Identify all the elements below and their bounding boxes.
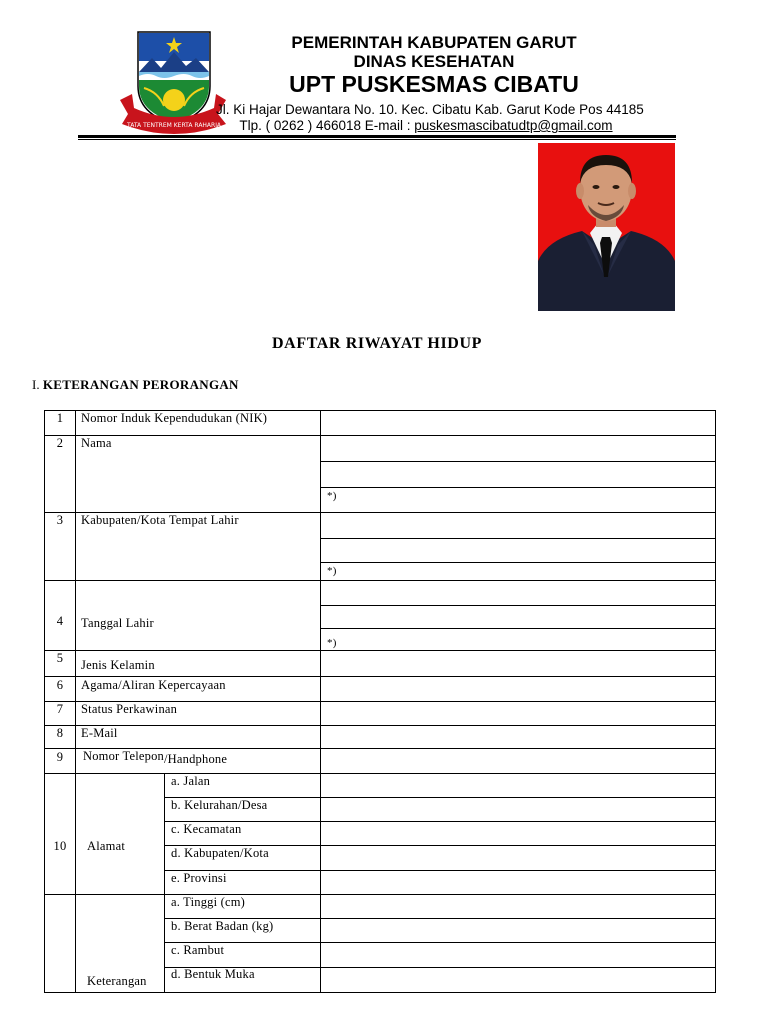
letterhead-email-link[interactable]: puskesmascibatudtp@gmail.com bbox=[414, 118, 613, 133]
status-perkawinan-field[interactable] bbox=[322, 703, 714, 725]
applicant-photo bbox=[538, 143, 675, 311]
nik-field[interactable] bbox=[322, 412, 714, 434]
label-email: E-Mail bbox=[81, 726, 118, 740]
label-nik: Nomor Induk Kependudukan (NIK) bbox=[81, 411, 268, 425]
kelurahan-field[interactable] bbox=[322, 799, 714, 821]
berat-badan-field[interactable] bbox=[322, 920, 714, 942]
telepon-field[interactable] bbox=[322, 750, 714, 772]
document-title: DAFTAR RIWAYAT HIDUP bbox=[272, 335, 482, 352]
letterhead-institution: UPT PUSKESMAS CIBATU bbox=[289, 71, 579, 97]
row-number: 2 bbox=[56, 436, 64, 450]
sub-label-rambut: c. Rambut bbox=[171, 943, 225, 957]
letterhead-department: DINAS KESEHATAN bbox=[353, 52, 515, 71]
sub-label-kecamatan: c. Kecamatan bbox=[171, 822, 242, 836]
row-number: 8 bbox=[56, 726, 64, 740]
row-number: 4 bbox=[56, 614, 64, 628]
note-asterisk: *) bbox=[327, 637, 337, 649]
note-asterisk: *) bbox=[327, 490, 337, 502]
letterhead-phone: Tlp. ( 0262 ) 466018 E-mail : bbox=[239, 118, 415, 133]
rambut-field[interactable] bbox=[322, 944, 714, 966]
sub-label-tinggi: a. Tinggi (cm) bbox=[171, 895, 245, 909]
section-title: KETERANGAN PERORANGAN bbox=[42, 377, 239, 392]
logo-ribbon-text: TATA TENTREM KERTA RAHARJA bbox=[127, 122, 221, 129]
row-number: 3 bbox=[56, 513, 64, 527]
letterhead-rule-thin bbox=[78, 139, 676, 140]
sub-label-berat: b. Berat Badan (kg) bbox=[171, 919, 274, 933]
tinggi-field[interactable] bbox=[322, 896, 714, 918]
label-agama: Agama/Aliran Kepercayaan bbox=[81, 678, 226, 692]
label-telepon-part: Nomor Telepon bbox=[83, 749, 164, 763]
sub-label-kelurahan: b. Kelurahan/Desa bbox=[171, 798, 268, 812]
provinsi-field[interactable] bbox=[322, 872, 714, 894]
letterhead-address: Jl. Ki Hajar Dewantara No. 10. Kec. Cibatu Kab. Garut Kode Pos 44185 bbox=[216, 102, 644, 117]
letterhead-government: PEMERINTAH KABUPATEN GARUT bbox=[291, 33, 577, 52]
bentuk-muka-field[interactable] bbox=[322, 969, 714, 991]
row-number: 5 bbox=[56, 651, 64, 665]
section-heading bbox=[32, 377, 239, 393]
row-number: 10 bbox=[53, 839, 67, 853]
agama-field[interactable] bbox=[322, 678, 714, 700]
label-status-perkawinan: Status Perkawinan bbox=[81, 702, 178, 716]
row-number: 7 bbox=[56, 702, 64, 716]
row-number: 1 bbox=[56, 411, 64, 425]
label-keterangan: Keterangan bbox=[87, 974, 147, 988]
jenis-kelamin-field[interactable] bbox=[322, 652, 714, 674]
label-handphone-part: /Handphone bbox=[164, 752, 228, 766]
kabupaten-field[interactable] bbox=[322, 847, 714, 869]
letterhead-rule-thick bbox=[78, 135, 676, 138]
tempat-lahir-field-line-2[interactable] bbox=[322, 540, 714, 562]
section-number: I. bbox=[32, 377, 40, 392]
tempat-lahir-field[interactable] bbox=[322, 514, 714, 536]
row-number: 9 bbox=[56, 750, 64, 764]
tanggal-lahir-field-line-2[interactable] bbox=[322, 607, 714, 629]
label-nama: Nama bbox=[81, 436, 112, 450]
row-number: 6 bbox=[56, 678, 64, 692]
label-telepon bbox=[83, 749, 227, 764]
label-jenis-kelamin: Jenis Kelamin bbox=[81, 658, 155, 672]
nama-field[interactable] bbox=[322, 437, 714, 459]
note-asterisk: *) bbox=[327, 565, 337, 577]
jalan-field[interactable] bbox=[322, 775, 714, 797]
kecamatan-field[interactable] bbox=[322, 823, 714, 845]
nama-field-line-2[interactable] bbox=[322, 463, 714, 485]
garut-regency-logo bbox=[118, 28, 228, 136]
sub-label-jalan: a. Jalan bbox=[171, 774, 211, 788]
tanggal-lahir-field[interactable] bbox=[322, 582, 714, 604]
label-alamat: Alamat bbox=[87, 839, 125, 853]
sub-label-kabupaten: d. Kabupaten/Kota bbox=[171, 846, 269, 860]
label-tempat-lahir: Kabupaten/Kota Tempat Lahir bbox=[81, 513, 239, 527]
sub-label-provinsi: e. Provinsi bbox=[171, 871, 227, 885]
sub-label-bentuk-muka: d. Bentuk Muka bbox=[171, 967, 255, 981]
letterhead-contact bbox=[216, 118, 636, 133]
email-field[interactable] bbox=[322, 727, 714, 749]
label-tanggal-lahir: Tanggal Lahir bbox=[81, 616, 154, 630]
